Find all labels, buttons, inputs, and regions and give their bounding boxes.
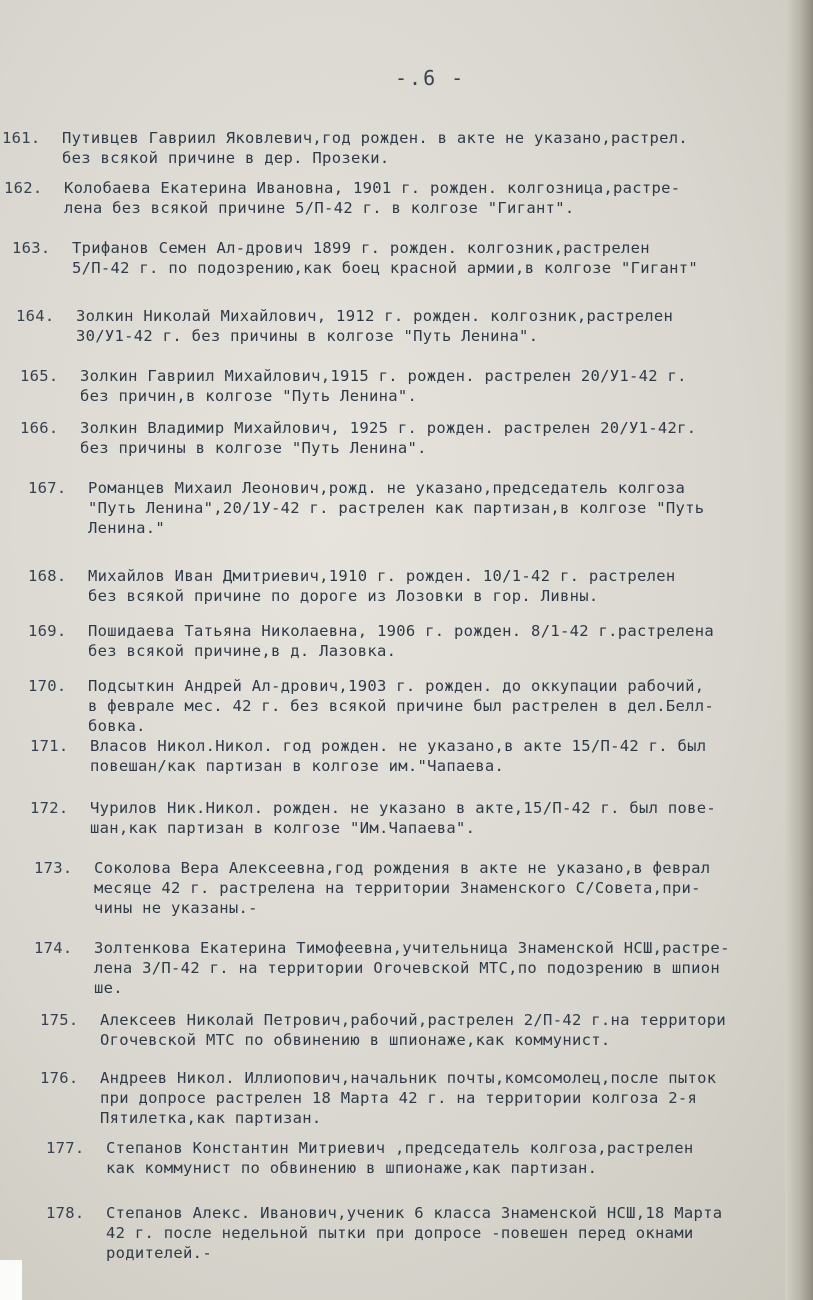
entry-text: чины не указаны.- [94,899,258,917]
entry-text: Михайлов Иван Дмитриевич,1910 г. рожден. 10/1-42 г. растрелен [88,567,676,585]
entry-number: 173. [34,859,73,877]
entry-line [28,478,704,498]
entry-text: Пошидаева Татьяна Николаевна, 1906 г. рожден. 8/1-42 г.растрелена [88,622,715,640]
entry-number: 177. [46,1139,85,1157]
entry-172 [30,798,716,838]
entry-number: 164. [16,307,55,325]
entry-text: Колобаева Екатерина Ивановна, 1901 г. рожден. колгозница,растре- [64,179,681,197]
entry-line [46,1223,722,1243]
entry-text: в феврале мес. 42 г. без всякой причине был растрелен в дел.Белл- [88,697,715,715]
entry-163 [12,238,698,278]
entry-line [30,798,716,818]
entry-number: 167. [28,479,67,497]
entry-line [28,586,676,606]
entry-line [34,978,730,998]
entry-text: Пятилетка,как партизан. [100,1109,322,1127]
entry-174 [34,938,730,998]
entry-text: повешан/как партизан в колгозе им."Чапаева. [90,757,505,775]
entry-text: при допросе растрелен 18 Марта 42 г. на территории колгоза 2-я [100,1089,698,1107]
entry-text: Романцев Михаил Леонович,рожд. не указано,председатель колгоза [88,479,686,497]
entry-text: Степанов Алекс. Иванович,ученик 6 класса Знаменской НСШ,18 Марта [106,1204,723,1222]
entry-178 [46,1203,722,1263]
entry-line [34,878,710,898]
entry-text: без всякой причине по дороге из Лозовки в гор. Ливны. [88,587,599,605]
scan-corner [0,1260,22,1300]
entry-number: 172. [30,799,69,817]
entry-line [46,1243,722,1263]
entry-line [4,198,680,218]
entry-171 [30,736,706,776]
entry-text: Ленина." [88,519,166,537]
entry-line [20,386,687,406]
entry-text: ше. [94,979,123,997]
entry-text: Огочевской МТС по обвинению в шпионаже,как коммунист. [100,1031,611,1049]
entry-text: Трифанов Семен Ал-дрович 1899 г. рожден. колгозник,растрелен [72,239,650,257]
entry-line [20,366,687,386]
entry-line [40,1088,716,1108]
entry-line [16,326,673,346]
entry-line [28,676,714,696]
entry-line [30,818,716,838]
entry-170 [28,676,714,736]
entry-line [28,696,714,716]
entry-168 [28,566,676,606]
entry-line [40,1108,716,1128]
entry-number: 162. [4,179,43,197]
entry-text: Степанов Константин Митриевич ,председатель колгоза,растрелен [106,1139,694,1157]
entry-161 [2,128,688,168]
entry-number: 174. [34,939,73,957]
entry-text: Чурилов Ник.Никол. рожден. не указано в акте,15/П-42 г. был пове- [90,799,717,817]
entry-number: 163. [12,239,51,257]
entry-line [40,1010,726,1030]
entry-text: лена без всякой причине 5/П-42 г. в колгозе "Гигант". [64,199,575,217]
entry-text: 30/У1-42 г. без причины в колгозе "Путь Ленина". [76,327,539,345]
entry-line [34,958,730,978]
entry-175 [40,1010,726,1050]
entry-number: 161. [2,129,41,147]
entry-text: без всякой причине,в д. Лазовка. [88,642,397,660]
entry-177 [46,1138,694,1178]
entry-number: 178. [46,1204,85,1222]
entry-176 [40,1068,716,1128]
entry-text: Золкин Гавриил Михайлович,1915 г. рожден. растрелен 20/У1-42 г. [80,367,687,385]
entry-text: Путивцев Гавриил Яковлевич,год рожден. в акте не указано,растрел. [62,129,689,147]
entry-165 [20,366,687,406]
entry-text: без причины в колгозе "Путь Ленина". [80,439,427,457]
entry-text: шан,как партизан в колгозе "Им.Чапаева". [90,819,476,837]
entry-line [40,1068,716,1088]
entry-text: без причин,в колгозе "Путь Ленина". [80,387,418,405]
entry-number: 169. [28,622,67,640]
entry-line [28,641,714,661]
entry-text: Золкин Владимир Михайлович, 1925 г. рожден. растрелен 20/У1-42г. [80,419,697,437]
entry-text: Золкин Николай Михайлович, 1912 г. рожден. колгозник,растрелен [76,307,674,325]
entry-text: Золтенкова Екатерина Тимофеевна,учительница Знаменской НСШ,растре- [94,939,730,957]
entry-text: родителей.- [106,1244,212,1262]
entry-number: 175. [40,1011,79,1029]
entry-line [20,438,696,458]
entry-text: 42 г. после недельной пытки при допросе -повешен перед окнами [106,1224,694,1242]
entry-text: Подсыткин Андрей Ал-дрович,1903 г. рожден. до оккупации рабочий, [88,677,705,695]
entry-line [28,566,676,586]
entry-line [28,621,714,641]
entry-text: бовка. [88,717,146,735]
entry-number: 170. [28,677,67,695]
entry-line [4,178,680,198]
entry-line [28,716,714,736]
entry-169 [28,621,714,661]
entry-text: Алексеев Николай Петрович,рабочий,растрелен 2/П-42 г.на территори [100,1011,727,1029]
entry-text: месяце 42 г. растрелена на территории Знаменского С/Совета,при- [94,879,701,897]
entry-line [2,148,688,168]
entry-173 [34,858,710,918]
entry-text: 5/П-42 г. по подозрению,как боец красной армии,в колгозе "Гигант" [72,259,699,277]
entry-line [12,238,698,258]
entry-162 [4,178,680,218]
entry-line [34,858,710,878]
entry-text: Власов Никол.Никол. год рожден. не указано,в акте 15/П-42 г. был [90,737,707,755]
entry-text: "Путь Ленина",20/1У-42 г. растрелен как партизан,в колгозе "Путь [88,499,705,517]
entry-line [30,736,706,756]
entry-line [16,306,673,326]
entry-167 [28,478,704,538]
entry-text: лена 3/П-42 г. на территории Orочевской МТС,по подозрению в шпион [94,959,721,977]
entry-line [46,1138,694,1158]
entry-line [46,1203,722,1223]
entry-line [28,498,704,518]
entry-line [20,418,696,438]
entry-text: как коммунист по обвинению в шпионаже,как партизан. [106,1159,598,1177]
entry-line [40,1030,726,1050]
entry-line [12,258,698,278]
entry-number: 171. [30,737,69,755]
entry-number: 168. [28,567,67,585]
entry-166 [20,418,696,458]
entry-number: 166. [20,419,59,437]
entry-text: без всякой причине в дер. Прозеки. [62,149,390,167]
entry-line [28,518,704,538]
entry-line [34,898,710,918]
entry-text: Андреев Никол. Иллиопович,начальник почты,комсомолец,после пыток [100,1069,717,1087]
entry-line [2,128,688,148]
entry-line [46,1158,694,1178]
entry-line [34,938,730,958]
entry-line [30,756,706,776]
entry-164 [16,306,673,346]
entry-number: 176. [40,1069,79,1087]
page-number: -.6 - [395,66,466,90]
binding-edge [785,0,813,1300]
entry-text: Соколова Вера Алексеевна,год рождения в акте не указано,в феврал [94,859,711,877]
entry-number: 165. [20,367,59,385]
